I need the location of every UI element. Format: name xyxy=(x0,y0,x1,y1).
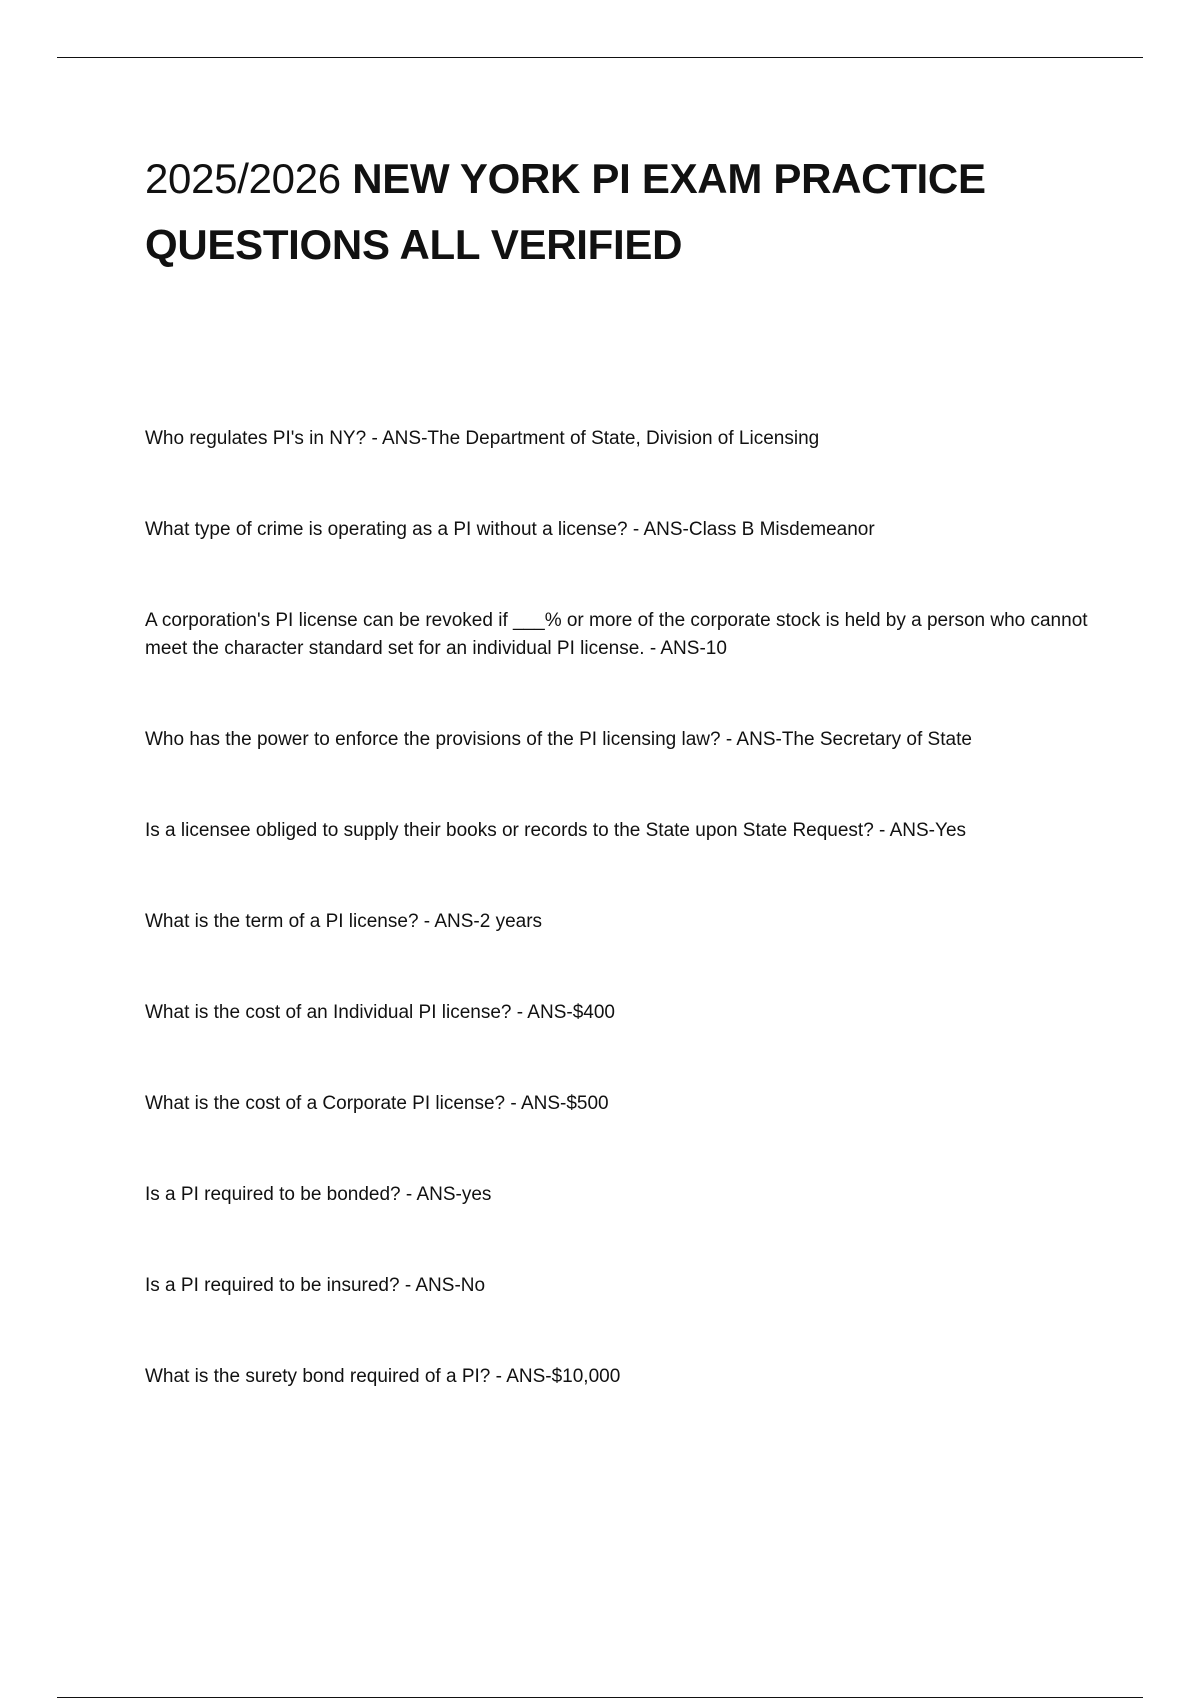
qa-item: What type of crime is operating as a PI without a license? - ANS-Class B Misdemeanor xyxy=(145,519,875,540)
qa-item: Is a PI required to be insured? - ANS-No xyxy=(145,1275,486,1296)
qa-item: Is a PI required to be bonded? - ANS-yes xyxy=(145,1184,492,1205)
qa-item: Who regulates PI's in NY? - ANS-The Department of State, Division of Licensing xyxy=(145,428,820,449)
qa-list xyxy=(145,425,1105,1454)
title-main: NEW YORK PI EXAM PRACTICE QUESTIONS ALL VERIFIED xyxy=(145,155,986,268)
qa-item: What is the term of a PI license? - ANS-2 years xyxy=(145,911,543,932)
header-rule xyxy=(57,57,1143,58)
qa-item: What is the cost of an Individual PI license? - ANS-$400 xyxy=(145,1002,615,1023)
qa-item: What is the cost of a Corporate PI license? - ANS-$500 xyxy=(145,1093,609,1114)
qa-item: Who has the power to enforce the provisions of the PI licensing law? - ANS-The Secretary of State xyxy=(145,729,972,750)
document-title xyxy=(145,146,1105,278)
qa-item: A corporation's PI license can be revoked if ___% or more of the corporate stock is held by a person who cannot meet the character standard set for an individual PI license. - ANS-10 xyxy=(145,610,1088,659)
qa-item: What is the surety bond required of a PI? - ANS-$10,000 xyxy=(145,1366,621,1387)
qa-item: Is a licensee obliged to supply their books or records to the State upon State Request? - ANS-Yes xyxy=(145,820,967,841)
footer-rule xyxy=(57,1697,1143,1698)
title-year: 2025/2026 xyxy=(145,155,341,202)
